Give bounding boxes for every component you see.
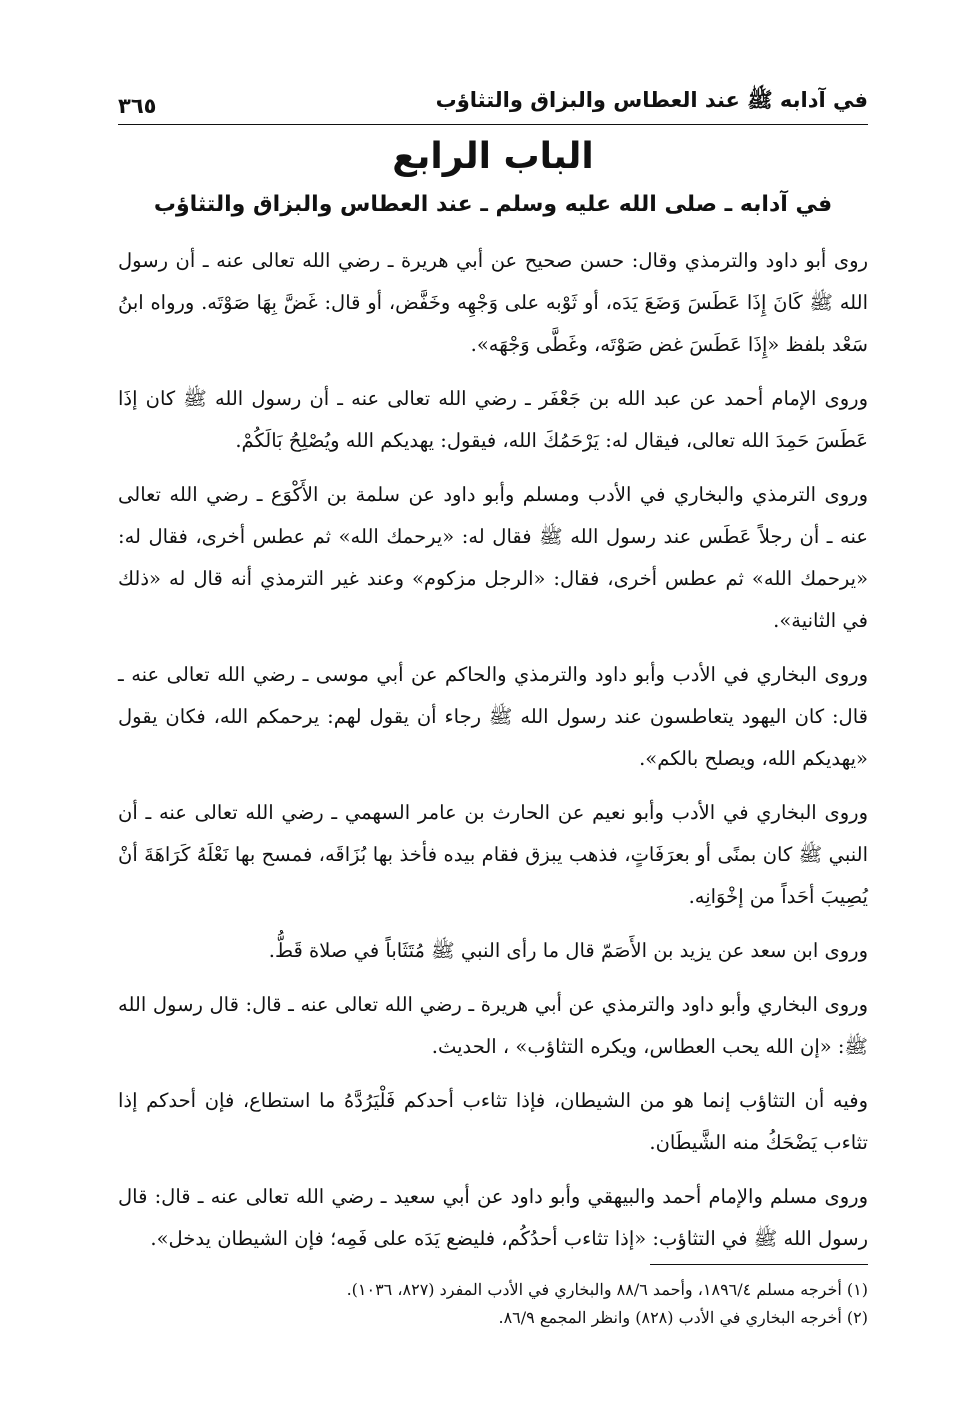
footnote-divider <box>650 1264 868 1265</box>
body-text <box>118 240 868 1272</box>
paragraph: وفيه أن التثاؤب إنما هو من الشيطان، فإذا تثاءب أحدكم فَلْيَرُدَّهُ ما استطاع، فإن أحدكم إذا تثاءب يَضْحَكُ منه الشَّيطَان. <box>118 1089 868 1154</box>
header-divider <box>118 124 868 125</box>
footnote: (١) أخرجه مسلم ١٨٩٦/٤، وأحمد ٨٨/٦ والبخاري في الأدب المفرد (٨٢٧، ١٠٣٦). <box>346 1280 868 1299</box>
paragraph: وروى الترمذي والبخاري في الأدب ومسلم وأبو داود عن سلمة بن الأَكْوَع ـ رضي الله تعالى عنه ـ أن رجلاً عَطَس عند رسول الله ﷺ فقال له: «يرحمك الله» ثم عطس أخرى، فقال له: «يرحمك الله» ثم عطس أخرى، فقال: «الرجل مزكوم» وعند غير الترمذي أنه قال له «ذلك في الثانية». <box>118 483 868 632</box>
paragraph: وروى مسلم والإمام أحمد والبيهقي وأبو داود عن أبي سعيد ـ رضي الله تعالى عنه ـ قال: قال رسول الله ﷺ في التثاؤب: «إذا تثاءب أحدُكُم، فليضع يَدَه على فَمِه؛ فإن الشيطان يدخل». <box>118 1185 868 1250</box>
footnotes <box>118 1276 868 1332</box>
running-header <box>118 78 868 118</box>
running-title: في آدابه ﷺ عند العطاس والبزاق والتثاؤب <box>435 88 868 112</box>
paragraph: وروى ابن سعد عن يزيد بن الأَصَمّ قال ما رأى النبي ﷺ مُتَثَاباً في صلاة قَطُّ. <box>268 939 868 962</box>
paragraph: روى أبو داود والترمذي وقال: حسن صحيح عن أبي هريرة ـ رضي الله تعالى عنه ـ أن رسول الله ﷺ كَانَ إِذَا عَطَسَ وَضَعَ يَدَه، أو ثَوْبه على وَجْهِه وخَفَّض، أو قال: غَضَّ بِهَا صَوْتَه. ورواه ابنُ سَعْد بلفظ «إِذَا عَطَسَ غض صَوْتَه، وغَطَّى وَجْهَه». <box>118 249 868 356</box>
paragraph: وروى البخاري في الأدب وأبو داود والترمذي والحاكم عن أبي موسى ـ رضي الله تعالى عنه ـ قال: كان اليهود يتعاطسون عند رسول الله ﷺ رجاء أن يقول لهم: يرحمكم الله، فكان يقول «يهديكم الله، ويصلح بالكم». <box>118 663 868 770</box>
chapter-subtitle: في آدابه ـ صلى الله عليه وسلم ـ عند العطاس والبزاق والتثاؤب <box>153 192 833 217</box>
page-number: ٣٦٥ <box>118 94 157 118</box>
paragraph: وروى البخاري وأبو داود والترمذي عن أبي هريرة ـ رضي الله تعالى عنه ـ قال: قال رسول الله ﷺ: «إن الله يحب العطاس، ويكره التثاؤب» ، الحديث. <box>118 993 868 1058</box>
paragraph: وروى البخاري في الأدب وأبو نعيم عن الحارث بن عامر السهمي ـ رضي الله تعالى عنه ـ أن النبي ﷺ كان بمنًى أو بعرَفَاتٍ، فذهب يبزق فقام بيده فأخذ بها بُزَاقَه، فمسح بها نَعْلَهُ كَرَاهَةَ أنْ يُصِيبَ أحَداً من إخْوَانِه. <box>118 801 868 908</box>
paragraph: وروى الإمام أحمد عن عبد الله بن جَعْفَر ـ رضي الله تعالى عنه ـ أن رسول الله ﷺ كان إذَا عَطَسَ حَمِدَ الله تعالى، فيقال له: يَرْحَمُكَ الله، فيقول: يهديكم الله ويُصْلِحُ بَالَكُمْ. <box>118 387 868 452</box>
chapter-title: الباب الرابع <box>392 136 594 177</box>
footnote: (٢) أخرجه البخاري في الأدب (٨٢٨) وانظر المجمع ٨٦/٩. <box>498 1308 868 1327</box>
